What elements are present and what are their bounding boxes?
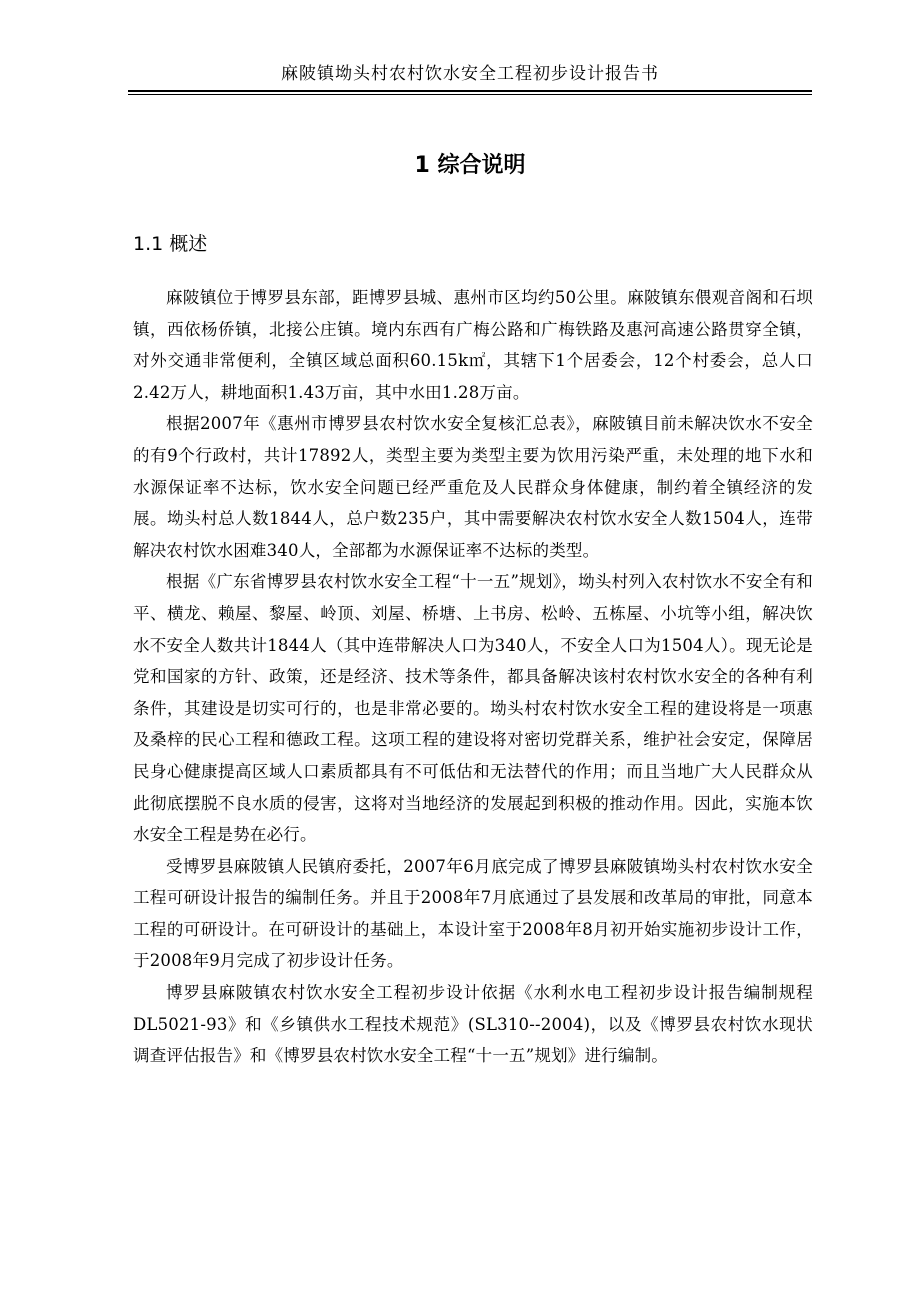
header-divider-thin (128, 94, 812, 95)
paragraph: 根据2007年《惠州市博罗县农村饮水安全复核汇总表》，麻陂镇目前未解决饮水不安全的有9个行政村，共计17892人，类型主要为类型主要为饮用污染严重，未处理的地下水和水源保证率不达标，饮水安全问题已经严重危及人民群众身体健康，制约着全镇经济的发展。坳头村总人数1844人，总户数235户，其中需要解决农村饮水安全人数1504人，连带解决农村饮水困难340人，全部都为水源保证率不达标的类型。 (133, 414, 813, 560)
paragraph: 根据《广东省博罗县农村饮水安全工程“十一五”规划》，坳头村列入农村饮水不安全有和平、横龙、赖屋、黎屋、岭顶、刘屋、桥塘、上书房、松岭、五栋屋、小坑等小组，解决饮水不安全人数共计1844人（其中连带解决人口为340人，不安全人口为1504人）。现无论是党和国家的方针、政策，还是经济、技术等条件，都具备解决该村农村饮水安全的各种有利条件，其建设是切实可行的，也是非常必要的。坳头村农村饮水安全工程的建设将是一项惠及桑梓的民心工程和德政工程。这项工程的建设将对密切党群关系，维护社会安定，保障居民身心健康提高区域人口素质都具有不可低估和无法替代的作用；而且当地广大人民群众从此彻底摆脱不良水质的侵害，这将对当地经济的发展起到积极的推动作用。因此，实施本饮水安全工程是势在必行。 (133, 572, 813, 845)
section-title: 1.1 概述 (133, 233, 208, 255)
chapter-title: 1 综合说明 (414, 153, 526, 178)
paragraph: 受博罗县麻陂镇人民镇府委托，2007年6月底完成了博罗县麻陂镇坳头村农村饮水安全工程可研设计报告的编制任务。并且于2008年7月底通过了县发展和改革局的审批，同意本工程的可研设计。在可研设计的基础上，本设计室于2008年8月初开始实施初步设计工作，于2008年9月完成了初步设计任务。 (133, 856, 813, 971)
paragraph: 博罗县麻陂镇农村饮水安全工程初步设计依据《水利水电工程初步设计报告编制规程DL5021-93》和《乡镇供水工程技术规范》(SL310--2004)，以及《博罗县农村饮水现状调查评估报告》和《博罗县农村饮水安全工程“十一五”规划》进行编制。 (133, 983, 813, 1066)
body-text (133, 282, 813, 1072)
paragraph: 麻陂镇位于博罗县东部，距博罗县城、惠州市区均约50公里。麻陂镇东偎观音阁和石坝镇，西依杨侨镇，北接公庄镇。境内东西有广梅公路和广梅铁路及惠河高速公路贯穿全镇，对外交通非常便利，全镇区域总面积60.15k㎡，其辖下1个居委会，12个村委会，总人口2.42万人，耕地面积1.43万亩，其中水田1.28万亩。 (133, 288, 813, 402)
running-header: 麻陂镇坳头村农村饮水安全工程初步设计报告书 (281, 64, 659, 84)
header-divider (128, 90, 812, 92)
